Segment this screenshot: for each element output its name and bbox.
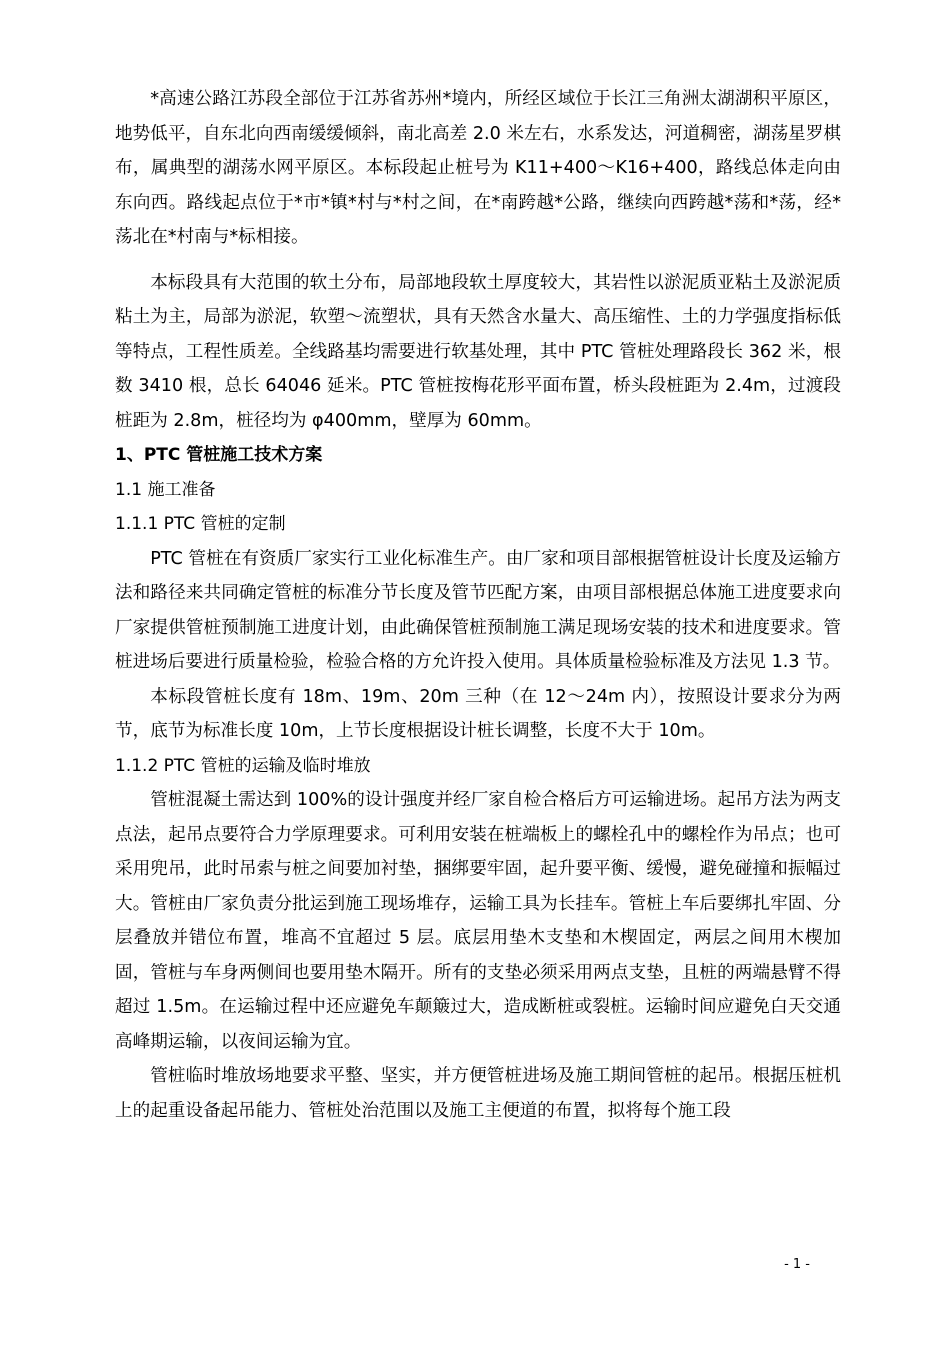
heading-section-1-1-2: 1.1.2 PTC 管桩的运输及临时堆放	[115, 755, 371, 776]
document-body	[115, 82, 841, 1128]
paragraph-pile-length: 本标段管桩长度有 18m、19m、20m 三种（在 12～24m 内），按照设计要求分为两节，底节为标准长度 10m，上节长度根据设计桩长调整，长度不大于 10m。	[115, 686, 841, 741]
paragraph-storage: 管桩临时堆放场地要求平整、坚实，并方便管桩进场及施工期间管桩的起吊。根据压桩机上的起重设备起吊能力、管桩处治范围以及施工主便道的布置，拟将每个施工段	[115, 1066, 841, 1121]
paragraph-project-overview: *高速公路江苏段全部位于江苏省苏州*境内，所经区域位于长江三角洲太湖湖积平原区，地势低平，自东北向西南缓缓倾斜，南北高差 2.0 米左右，水系发达，河道稠密，湖荡星罗棋布，属典型的湖荡水网平原区。本标段起止桩号为 K11+400～K16+400，路线总体走向由东向西。路线起点位于*市*镇*村与*村之间，在*南跨越*公路，继续向西跨越*荡和*荡，经*荡北在*村南与*标相接。	[115, 89, 841, 247]
heading-section-1-1: 1.1 施工准备	[115, 479, 216, 500]
paragraph-transport: 管桩混凝土需达到 100%的设计强度并经厂家自检合格后方可运输进场。起吊方法为两支点法，起吊点要符合力学原理要求。可利用安装在桩端板上的螺栓孔中的螺栓作为吊点；也可采用兜吊，此时吊索与桩之间要加衬垫，捆绑要牢固，起升要平衡、缓慢，避免碰撞和振幅过大。管桩由厂家负责分批运到施工现场堆存，运输工具为长挂车。管桩上车后要绑扎牢固、分层叠放并错位布置，堆高不宜超过 5 层。底层用垫木支垫和木楔固定，两层之间用木楔加固，管桩与车身两侧间也要用垫木隔开。所有的支垫必须采用两点支垫，且桩的两端悬臂不得超过 1.5m。在运输过程中还应避免车颠簸过大，造成断桩或裂桩。运输时间应避免白天交通高峰期运输，以夜间运输为宜。	[115, 790, 841, 1052]
paragraph-pile-customization: PTC 管桩在有资质厂家实行工业化标准生产。由厂家和项目部根据管桩设计长度及运输方法和路径来共同确定管桩的标准分节长度及管节匹配方案，由项目部根据总体施工进度要求向厂家提供管桩预制施工进度计划，由此确保管桩预制施工满足现场安装的技术和进度要求。管桩进场后要进行质量检验，检验合格的方允许投入使用。具体质量检验标准及方法见 1.3 节。	[115, 548, 841, 672]
heading-section-1: 1、PTC 管桩施工技术方案	[115, 445, 323, 465]
heading-section-1-1-1: 1.1.1 PTC 管桩的定制	[115, 514, 286, 534]
paragraph-soft-soil: 本标段具有大范围的软土分布，局部地段软土厚度较大，其岩性以淤泥质亚粘土及淤泥质粘土为主，局部为淤泥，软塑～流塑状，具有天然含水量大、高压缩性、土的力学强度指标低等特点，工程性质差。全线路基均需要进行软基处理，其中 PTC 管桩处理路段长 362 米，根数 3410 根，总长 64046 延米。PTC 管桩按梅花形平面布置，桥头段桩距为 2.4m，过渡段桩距为 2.8m，桩径均为 φ400mm，壁厚为 60mm。	[115, 272, 841, 431]
page-number: - 1 -	[784, 1257, 810, 1272]
